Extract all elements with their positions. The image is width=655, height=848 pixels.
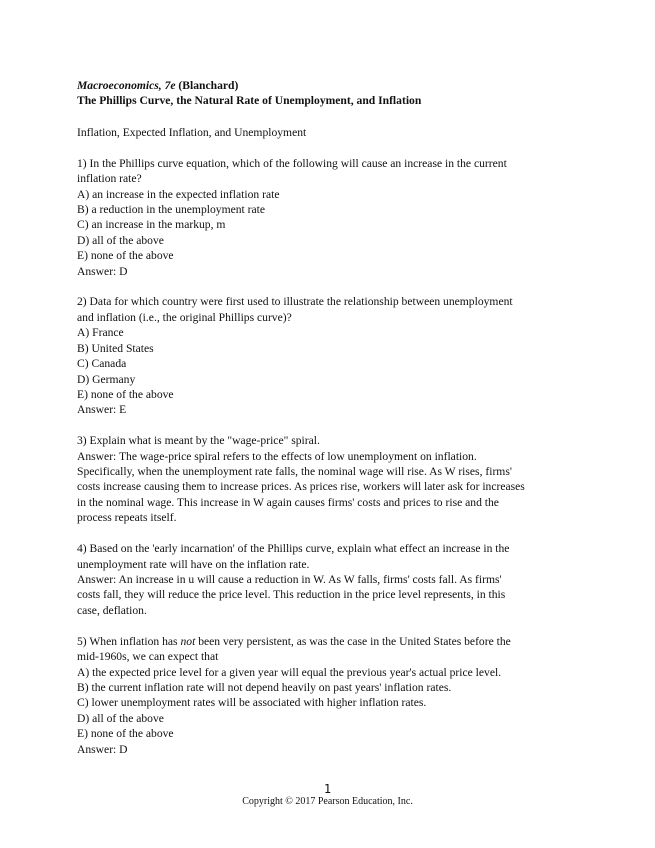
question-3-answer-line-5: process repeats itself.	[77, 511, 177, 525]
question-1	[77, 156, 587, 279]
copyright-notice: Copyright © 2017 Pearson Education, Inc.	[242, 796, 413, 807]
question-3	[77, 433, 587, 525]
question-5-stem-suffix: been very persistent, as was the case in the United States before the	[195, 634, 511, 648]
question-5-stem-emphasis: not	[180, 634, 196, 648]
book-title-line	[77, 78, 587, 93]
question-4-stem-line-2: unemployment rate will have on the inflation rate.	[77, 557, 310, 571]
question-2-option-c: C) Canada	[77, 357, 127, 371]
book-author: (Blanchard)	[175, 79, 239, 92]
question-5	[77, 634, 587, 757]
document-page	[77, 78, 587, 757]
question-4	[77, 541, 587, 618]
question-5-option-e: E) none of the above	[77, 727, 174, 741]
question-3-answer-line-4: in the nominal wage. This increase in W again causes firms' costs and prices to rise and the	[77, 495, 499, 509]
book-title: Macroeconomics, 7e	[77, 79, 176, 92]
question-1-option-c: C) an increase in the markup, m	[77, 218, 226, 232]
question-2-option-d: D) Germany	[77, 372, 136, 386]
question-1-answer: Answer: D	[77, 264, 128, 278]
question-3-answer-line-2: Specifically, when the unemployment rate falls, the nominal wage will rise. As W rises, firms'	[77, 465, 512, 479]
question-1-stem-line-1: 1) In the Phillips curve equation, which of the following will cause an increase in the current	[77, 156, 507, 170]
chapter-title: The Phillips Curve, the Natural Rate of Unemployment, and Inflation	[77, 94, 422, 108]
question-2-answer: Answer: E	[77, 403, 127, 417]
question-2-option-a: A) France	[77, 326, 124, 340]
question-4-stem-line-1: 4) Based on the 'early incarnation' of the Phillips curve, explain what effect an increase in the	[77, 542, 510, 556]
question-5-option-a: A) the expected price level for a given year will equal the previous year's actual price level.	[77, 665, 502, 679]
section-title: Inflation, Expected Inflation, and Unemployment	[77, 125, 307, 139]
question-4-answer-line-2: costs fall, they will reduce the price level. This reduction in the price level represents, in this	[77, 588, 506, 602]
question-5-option-d: D) all of the above	[77, 711, 164, 725]
question-5-stem-line-1	[77, 634, 587, 649]
question-1-option-d: D) all of the above	[77, 233, 164, 247]
question-2-stem-line-1: 2) Data for which country were first used to illustrate the relationship between unemployment	[77, 295, 513, 309]
question-3-answer-line-1: Answer: The wage-price spiral refers to the effects of low unemployment on inflation.	[77, 449, 477, 463]
question-1-stem-line-2: inflation rate?	[77, 172, 142, 186]
question-1-option-b: B) a reduction in the unemployment rate	[77, 202, 266, 216]
question-5-stem-line-2: mid-1960s, we can expect that	[77, 650, 219, 664]
question-1-option-a: A) an increase in the expected inflation rate	[77, 187, 280, 201]
question-2-option-b: B) United States	[77, 341, 154, 355]
question-5-stem-prefix: 5) When inflation has	[77, 634, 181, 648]
question-5-answer: Answer: D	[77, 742, 128, 756]
page-number: 1	[323, 782, 332, 796]
question-3-stem-line-1: 3) Explain what is meant by the "wage-price" spiral.	[77, 434, 320, 448]
question-1-option-e: E) none of the above	[77, 249, 174, 263]
question-5-option-b: B) the current inflation rate will not depend heavily on past years' inflation rates.	[77, 680, 452, 694]
question-2	[77, 294, 587, 417]
question-3-answer-line-3: costs increase causing them to increase prices. As prices rise, workers will later ask for increases	[77, 480, 525, 494]
question-2-stem-line-2: and inflation (i.e., the original Phillips curve)?	[77, 310, 292, 324]
question-4-answer-line-1: Answer: An increase in u will cause a reduction in W. As W falls, firms' costs fall. As firms'	[77, 572, 502, 586]
question-4-answer-line-3: case, deflation.	[77, 603, 147, 617]
question-5-option-c: C) lower unemployment rates will be associated with higher inflation rates.	[77, 696, 427, 710]
question-2-option-e: E) none of the above	[77, 387, 174, 401]
